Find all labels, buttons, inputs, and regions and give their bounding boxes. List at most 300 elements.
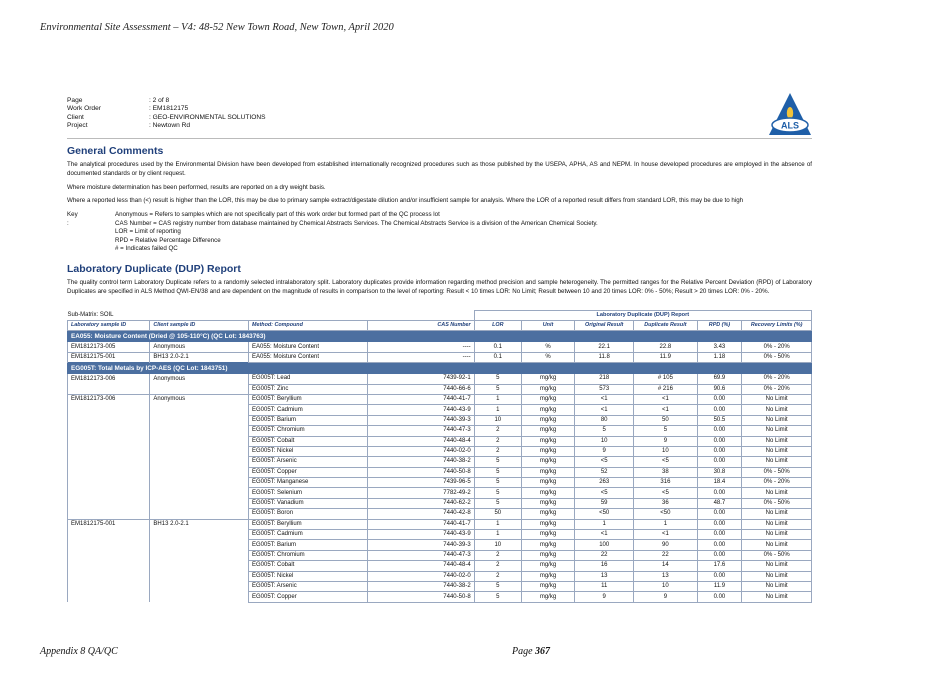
table-row bbox=[68, 478, 812, 488]
unit: mg/kg bbox=[521, 394, 574, 404]
original-result: 22 bbox=[575, 550, 634, 560]
table-row bbox=[68, 352, 812, 362]
rpd: 0.00 bbox=[697, 530, 742, 540]
rpd: 0.00 bbox=[697, 446, 742, 456]
recovery-limits: No Limit bbox=[742, 592, 812, 602]
lab-sample-id bbox=[68, 436, 150, 446]
lor: 1 bbox=[474, 519, 521, 529]
client-sample-id bbox=[150, 498, 249, 508]
duplicate-result: 1 bbox=[634, 519, 697, 529]
duplicate-result: <50 bbox=[634, 509, 697, 519]
lor: 0.1 bbox=[474, 342, 521, 352]
lab-sample-id bbox=[68, 467, 150, 477]
table-row bbox=[68, 561, 812, 571]
unit: mg/kg bbox=[521, 467, 574, 477]
method-compound: EG005T: Chromium bbox=[249, 550, 368, 560]
recovery-limits: No Limit bbox=[742, 509, 812, 519]
method-section-row bbox=[68, 331, 812, 342]
recovery-limits: No Limit bbox=[742, 540, 812, 550]
general-paragraph-2: Where moisture determination has been performed, results are reported on a dry weight basis. bbox=[67, 184, 326, 191]
cas-number: 7440-38-2 bbox=[368, 581, 474, 591]
general-paragraph-3: Where a reported less than (<) result is higher than the LOR, this may be due to primary sample extract/digestate dilution and/or insufficient sample for analysis. Where the LOR of a reported result differs from standard LOR, this may be due to high bbox=[67, 197, 744, 204]
rpd: 0.00 bbox=[697, 405, 742, 415]
table-row bbox=[68, 540, 812, 550]
table-row bbox=[68, 374, 812, 384]
original-result: 13 bbox=[575, 571, 634, 581]
cas-number: 7440-38-2 bbox=[368, 457, 474, 467]
rpd: 0.00 bbox=[697, 488, 742, 498]
lab-sample-id bbox=[68, 446, 150, 456]
lor: 2 bbox=[474, 571, 521, 581]
group-header: Laboratory Duplicate (DUP) Report bbox=[474, 311, 811, 321]
column-headers bbox=[68, 321, 812, 331]
table-row bbox=[68, 571, 812, 581]
rpd: 0.00 bbox=[697, 457, 742, 467]
duplicate-result: 90 bbox=[634, 540, 697, 550]
method-compound: EG005T: Arsenic bbox=[249, 581, 368, 591]
original-result: 80 bbox=[575, 415, 634, 425]
table-row bbox=[68, 446, 812, 456]
duplicate-result: 22.8 bbox=[634, 342, 697, 352]
meta-key: Page bbox=[67, 97, 83, 104]
meta-row bbox=[67, 122, 812, 130]
cas-number: 7440-50-8 bbox=[368, 467, 474, 477]
original-result: 573 bbox=[575, 384, 634, 394]
cas-number: 7440-66-6 bbox=[368, 384, 474, 394]
client-sample-id: Anonymous bbox=[150, 342, 249, 352]
duplicate-result: 36 bbox=[634, 498, 697, 508]
unit: % bbox=[521, 342, 574, 352]
unit: mg/kg bbox=[521, 457, 574, 467]
lor: 5 bbox=[474, 467, 521, 477]
cas-number: 7440-47-3 bbox=[368, 550, 474, 560]
meta-row bbox=[67, 114, 812, 122]
rpd: 3.43 bbox=[697, 342, 742, 352]
meta-key: Work Order bbox=[67, 105, 101, 113]
footer-page-label: Page bbox=[512, 646, 533, 657]
unit: mg/kg bbox=[521, 550, 574, 560]
original-result: <1 bbox=[575, 405, 634, 415]
duplicate-result: 13 bbox=[634, 571, 697, 581]
dup-table bbox=[67, 310, 812, 603]
client-sample-id bbox=[150, 426, 249, 436]
rpd: 0.00 bbox=[697, 571, 742, 581]
duplicate-result: 9 bbox=[634, 436, 697, 446]
unit: mg/kg bbox=[521, 592, 574, 602]
lab-sample-id bbox=[68, 550, 150, 560]
recovery-limits: No Limit bbox=[742, 581, 812, 591]
key-item: RPD = Relative Percentage Difference bbox=[115, 236, 221, 244]
table-row bbox=[68, 436, 812, 446]
column-header: CAS Number bbox=[368, 321, 474, 331]
lor: 5 bbox=[474, 478, 521, 488]
duplicate-result: 38 bbox=[634, 467, 697, 477]
rpd: 0.00 bbox=[697, 519, 742, 529]
method-compound: EG005T: Vanadium bbox=[249, 498, 368, 508]
method-compound: EG005T: Boron bbox=[249, 509, 368, 519]
table-row bbox=[68, 394, 812, 404]
column-header: LOR bbox=[474, 321, 521, 331]
meta-key: Client bbox=[67, 113, 84, 121]
meta-key: Project bbox=[67, 122, 88, 130]
unit: mg/kg bbox=[521, 488, 574, 498]
recovery-limits: No Limit bbox=[742, 405, 812, 415]
original-result: 5 bbox=[575, 426, 634, 436]
unit: mg/kg bbox=[521, 426, 574, 436]
cas-number: 7439-92-1 bbox=[368, 374, 474, 384]
method-compound: EG005T: Cobalt bbox=[249, 561, 368, 571]
duplicate-result: <5 bbox=[634, 488, 697, 498]
lor: 5 bbox=[474, 488, 521, 498]
client-sample-id bbox=[150, 446, 249, 456]
recovery-limits: 0% - 50% bbox=[742, 467, 812, 477]
method-compound: EG005T: Beryllium bbox=[249, 519, 368, 529]
lab-sample-id bbox=[68, 488, 150, 498]
rpd: 0.00 bbox=[697, 426, 742, 436]
lab-sample-id: EM1812175-001 bbox=[68, 519, 150, 529]
lor: 5 bbox=[474, 592, 521, 602]
client-sample-id bbox=[150, 488, 249, 498]
recovery-limits: No Limit bbox=[742, 571, 812, 581]
cas-number: 7440-50-8 bbox=[368, 592, 474, 602]
cas-number: 7440-47-3 bbox=[368, 426, 474, 436]
cas-number: 7440-39-3 bbox=[368, 415, 474, 425]
table-row bbox=[68, 426, 812, 436]
duplicate-result: 316 bbox=[634, 478, 697, 488]
client-sample-id bbox=[150, 384, 249, 394]
lab-sample-id: EM1812175-001 bbox=[68, 352, 150, 362]
general-paragraph-1: The analytical procedures used by the Environmental Division have been developed from established internationally recognized procedures such as those published by the USEPA, APHA, AS and NEPM. In house developed procedures are employed in the absence of documented standards or by client request. bbox=[67, 161, 812, 177]
original-result: 22.1 bbox=[575, 342, 634, 352]
method-section-row bbox=[68, 363, 812, 374]
meta-value: : 2 of 8 bbox=[149, 97, 170, 104]
table-row bbox=[68, 509, 812, 519]
original-result: 263 bbox=[575, 478, 634, 488]
client-sample-id bbox=[150, 592, 249, 602]
key-item: LOR = Limit of reporting bbox=[115, 228, 181, 236]
table-row bbox=[68, 488, 812, 498]
original-result: <5 bbox=[575, 488, 634, 498]
key-item: Anonymous = Refers to samples which are not specifically part of this work order but formed part of the QC process lot bbox=[115, 211, 440, 218]
lab-sample-id bbox=[68, 426, 150, 436]
lor: 5 bbox=[474, 374, 521, 384]
rpd: 90.6 bbox=[697, 384, 742, 394]
cas-number: 7440-43-9 bbox=[368, 405, 474, 415]
original-result: 1 bbox=[575, 519, 634, 529]
recovery-limits: 0% - 50% bbox=[742, 550, 812, 560]
rpd: 0.00 bbox=[697, 592, 742, 602]
method-compound: EG005T: Manganese bbox=[249, 478, 368, 488]
cas-number: 7440-39-3 bbox=[368, 540, 474, 550]
method-compound: EG005T: Barium bbox=[249, 415, 368, 425]
lor: 2 bbox=[474, 550, 521, 560]
client-sample-id: BH13 2.0-2.1 bbox=[150, 519, 249, 529]
client-sample-id bbox=[150, 467, 249, 477]
rpd: 0.00 bbox=[697, 394, 742, 404]
original-result: 9 bbox=[575, 592, 634, 602]
dup-report-title: Laboratory Duplicate (DUP) Report bbox=[67, 263, 241, 275]
method-compound: EG005T: Cadmium bbox=[249, 530, 368, 540]
duplicate-result: 10 bbox=[634, 581, 697, 591]
recovery-limits: No Limit bbox=[742, 457, 812, 467]
footer-appendix: Appendix 8 QA/QC bbox=[40, 646, 118, 657]
lab-sample-id bbox=[68, 498, 150, 508]
rpd: 30.8 bbox=[697, 467, 742, 477]
cas-number: 7440-48-4 bbox=[368, 436, 474, 446]
column-header: Original Result bbox=[575, 321, 634, 331]
client-sample-id bbox=[150, 415, 249, 425]
table-row bbox=[68, 498, 812, 508]
lab-sample-id bbox=[68, 540, 150, 550]
lab-sample-id bbox=[68, 581, 150, 591]
method-compound: EG005T: Cobalt bbox=[249, 436, 368, 446]
method-compound: EG005T: Barium bbox=[249, 540, 368, 550]
duplicate-result: <1 bbox=[634, 530, 697, 540]
lab-sample-id bbox=[68, 561, 150, 571]
client-sample-id bbox=[150, 509, 249, 519]
client-sample-id bbox=[150, 571, 249, 581]
rpd: 69.9 bbox=[697, 374, 742, 384]
client-sample-id bbox=[150, 581, 249, 591]
original-result: 11 bbox=[575, 581, 634, 591]
key-items bbox=[115, 211, 598, 254]
table-row bbox=[68, 384, 812, 394]
lor: 5 bbox=[474, 457, 521, 467]
table-row bbox=[68, 457, 812, 467]
lor: 0.1 bbox=[474, 352, 521, 362]
table-row bbox=[68, 550, 812, 560]
table-row bbox=[68, 592, 812, 602]
lor: 2 bbox=[474, 426, 521, 436]
method-compound: EG005T: Arsenic bbox=[249, 457, 368, 467]
lab-sample-id bbox=[68, 415, 150, 425]
lab-sample-id bbox=[68, 571, 150, 581]
duplicate-result: 22 bbox=[634, 550, 697, 560]
rpd: 1.18 bbox=[697, 352, 742, 362]
cas-number: 7440-41-7 bbox=[368, 519, 474, 529]
method-section-title: EG005T: Total Metals by ICP-AES (QC Lot: 1843751) bbox=[68, 363, 812, 374]
meta-value: : GEO-ENVIRONMENTAL SOLUTIONS bbox=[149, 113, 266, 121]
table-row bbox=[68, 405, 812, 415]
method-compound: EG005T: Copper bbox=[249, 467, 368, 477]
cas-number: 7440-62-2 bbox=[368, 498, 474, 508]
method-compound: EG005T: Nickel bbox=[249, 571, 368, 581]
lor: 5 bbox=[474, 498, 521, 508]
unit: mg/kg bbox=[521, 415, 574, 425]
recovery-limits: 0% - 20% bbox=[742, 384, 812, 394]
unit: mg/kg bbox=[521, 405, 574, 415]
column-header: Duplicate Result bbox=[634, 321, 697, 331]
unit: mg/kg bbox=[521, 581, 574, 591]
lab-sample-id bbox=[68, 478, 150, 488]
original-result: <5 bbox=[575, 457, 634, 467]
lor: 1 bbox=[474, 530, 521, 540]
table-row bbox=[68, 415, 812, 425]
table-row bbox=[68, 467, 812, 477]
unit: mg/kg bbox=[521, 374, 574, 384]
table-row bbox=[68, 342, 812, 352]
footer-page bbox=[512, 646, 550, 657]
method-compound: EG005T: Beryllium bbox=[249, 394, 368, 404]
recovery-limits: No Limit bbox=[742, 426, 812, 436]
lor: 5 bbox=[474, 384, 521, 394]
client-sample-id: BH13 2.0-2.1 bbox=[150, 352, 249, 362]
original-result: 59 bbox=[575, 498, 634, 508]
als-logo bbox=[767, 91, 813, 137]
duplicate-result: 50 bbox=[634, 415, 697, 425]
lab-sample-id bbox=[68, 384, 150, 394]
meta-row bbox=[67, 97, 812, 105]
original-result: 16 bbox=[575, 561, 634, 571]
lor: 1 bbox=[474, 394, 521, 404]
unit: mg/kg bbox=[521, 498, 574, 508]
unit: mg/kg bbox=[521, 519, 574, 529]
method-compound: EA055: Moisture Content bbox=[249, 352, 368, 362]
meta-value: : Newtown Rd bbox=[149, 122, 191, 130]
lab-sample-id bbox=[68, 509, 150, 519]
lab-sample-id: EM1812173-005 bbox=[68, 342, 150, 352]
recovery-limits: No Limit bbox=[742, 519, 812, 529]
method-compound: EG005T: Copper bbox=[249, 592, 368, 602]
client-sample-id bbox=[150, 436, 249, 446]
duplicate-result: 14 bbox=[634, 561, 697, 571]
recovery-limits: No Limit bbox=[742, 436, 812, 446]
cas-number: 7440-02-0 bbox=[368, 446, 474, 456]
duplicate-result: <5 bbox=[634, 457, 697, 467]
key-item: # = Indicates failed QC bbox=[115, 245, 178, 253]
rpd: 11.9 bbox=[697, 581, 742, 591]
table-row bbox=[68, 519, 812, 529]
lor: 10 bbox=[474, 540, 521, 550]
unit: % bbox=[521, 352, 574, 362]
column-header: Recovery Limits (%) bbox=[742, 321, 812, 331]
recovery-limits: 0% - 20% bbox=[742, 374, 812, 384]
rpd: 18.4 bbox=[697, 478, 742, 488]
lor: 50 bbox=[474, 509, 521, 519]
client-sample-id: Anonymous bbox=[150, 394, 249, 404]
original-result: 9 bbox=[575, 446, 634, 456]
footer-page-number: 367 bbox=[535, 646, 551, 657]
method-section-title: EA055: Moisture Content (Dried @ 105-110°C) (QC Lot: 1843763) bbox=[68, 331, 812, 342]
duplicate-result: 5 bbox=[634, 426, 697, 436]
duplicate-result: 11.9 bbox=[634, 352, 697, 362]
cas-number: 7440-42-8 bbox=[368, 509, 474, 519]
method-compound: EA055: Moisture Content bbox=[249, 342, 368, 352]
method-compound: EG005T: Selenium bbox=[249, 488, 368, 498]
column-header: Method: Compound bbox=[249, 321, 368, 331]
original-result: <1 bbox=[575, 530, 634, 540]
rpd: 0.00 bbox=[697, 540, 742, 550]
cas-number: 7440-48-4 bbox=[368, 561, 474, 571]
unit: mg/kg bbox=[521, 571, 574, 581]
recovery-limits: No Limit bbox=[742, 530, 812, 540]
duplicate-result: <1 bbox=[634, 405, 697, 415]
rpd: 0.00 bbox=[697, 550, 742, 560]
logo-text: ALS bbox=[781, 120, 799, 131]
lab-sample-id bbox=[68, 457, 150, 467]
cas-number: 7440-02-0 bbox=[368, 571, 474, 581]
duplicate-result: 9 bbox=[634, 592, 697, 602]
report-meta bbox=[67, 97, 812, 131]
original-result: 11.8 bbox=[575, 352, 634, 362]
duplicate-result: # 216 bbox=[634, 384, 697, 394]
table-row bbox=[68, 530, 812, 540]
rpd: 48.7 bbox=[697, 498, 742, 508]
unit: mg/kg bbox=[521, 446, 574, 456]
cas-number: ---- bbox=[368, 352, 474, 362]
original-result: 100 bbox=[575, 540, 634, 550]
lab-sample-id bbox=[68, 405, 150, 415]
unit: mg/kg bbox=[521, 384, 574, 394]
column-header: RPD (%) bbox=[697, 321, 742, 331]
rpd: 17.6 bbox=[697, 561, 742, 571]
column-header: Unit bbox=[521, 321, 574, 331]
recovery-limits: 0% - 20% bbox=[742, 342, 812, 352]
client-sample-id bbox=[150, 405, 249, 415]
client-sample-id bbox=[150, 561, 249, 571]
recovery-limits: No Limit bbox=[742, 488, 812, 498]
meta-value: : EM1812175 bbox=[149, 105, 189, 113]
lab-sample-id bbox=[68, 592, 150, 602]
client-sample-id bbox=[150, 550, 249, 560]
cas-number: 7782-49-2 bbox=[368, 488, 474, 498]
rpd: 50.5 bbox=[697, 415, 742, 425]
recovery-limits: 0% - 20% bbox=[742, 478, 812, 488]
client-sample-id bbox=[150, 478, 249, 488]
key-item: CAS Number = CAS registry number from database maintained by Chemical Abstracts Services. The Chemical Abstracts Service is a division of the American Chemical Society. bbox=[115, 219, 598, 227]
unit: mg/kg bbox=[521, 540, 574, 550]
column-header: Client sample ID bbox=[150, 321, 249, 331]
lor: 10 bbox=[474, 415, 521, 425]
recovery-limits: No Limit bbox=[742, 415, 812, 425]
unit: mg/kg bbox=[521, 530, 574, 540]
cas-number: 7439-96-5 bbox=[368, 478, 474, 488]
lab-sample-id bbox=[68, 530, 150, 540]
lab-sample-id: EM1812173-006 bbox=[68, 394, 150, 404]
duplicate-result: <1 bbox=[634, 394, 697, 404]
method-compound: EG005T: Lead bbox=[249, 374, 368, 384]
recovery-limits: No Limit bbox=[742, 561, 812, 571]
unit: mg/kg bbox=[521, 509, 574, 519]
lor: 5 bbox=[474, 581, 521, 591]
cas-number: 7440-43-9 bbox=[368, 530, 474, 540]
client-sample-id bbox=[150, 540, 249, 550]
original-result: 52 bbox=[575, 467, 634, 477]
method-compound: EG005T: Nickel bbox=[249, 446, 368, 456]
original-result: <50 bbox=[575, 509, 634, 519]
unit: mg/kg bbox=[521, 561, 574, 571]
rpd: 0.00 bbox=[697, 509, 742, 519]
submatrix-label: Sub-Matrix: SOIL bbox=[67, 311, 114, 318]
page-header: Environmental Site Assessment – V4: 48-52 New Town Road, New Town, April 2020 bbox=[40, 22, 394, 33]
unit: mg/kg bbox=[521, 478, 574, 488]
lor: 1 bbox=[474, 405, 521, 415]
column-header: Laboratory sample ID bbox=[68, 321, 150, 331]
recovery-limits: No Limit bbox=[742, 394, 812, 404]
dup-paragraph: The quality control term Laboratory Duplicate refers to a randomly selected intralaboratory split. Laboratory duplicates provide information regarding method precision and sample heterogeneity. The permitted ranges for the Relative Percent Deviation (RPD) of Laboratory Duplicates are specified in ALS Method QWI-EN/38 and are dependent on the magnitude of results in comparison to the level of reporting: Result < 10 times LOR: No Limit; Result between 10 and 20 times LOR: 0% - 50%; Result > 20 times LOR: 0% - 20%. bbox=[67, 279, 812, 295]
cas-number: 7440-41-7 bbox=[368, 394, 474, 404]
lor: 2 bbox=[474, 446, 521, 456]
recovery-limits: No Limit bbox=[742, 446, 812, 456]
client-sample-id: Anonymous bbox=[150, 374, 249, 384]
original-result: 218 bbox=[575, 374, 634, 384]
method-compound: EG005T: Zinc bbox=[249, 384, 368, 394]
recovery-limits: 0% - 50% bbox=[742, 352, 812, 362]
recovery-limits: 0% - 50% bbox=[742, 498, 812, 508]
key-label: Key : bbox=[67, 211, 78, 227]
client-sample-id bbox=[150, 457, 249, 467]
duplicate-result: # 105 bbox=[634, 374, 697, 384]
